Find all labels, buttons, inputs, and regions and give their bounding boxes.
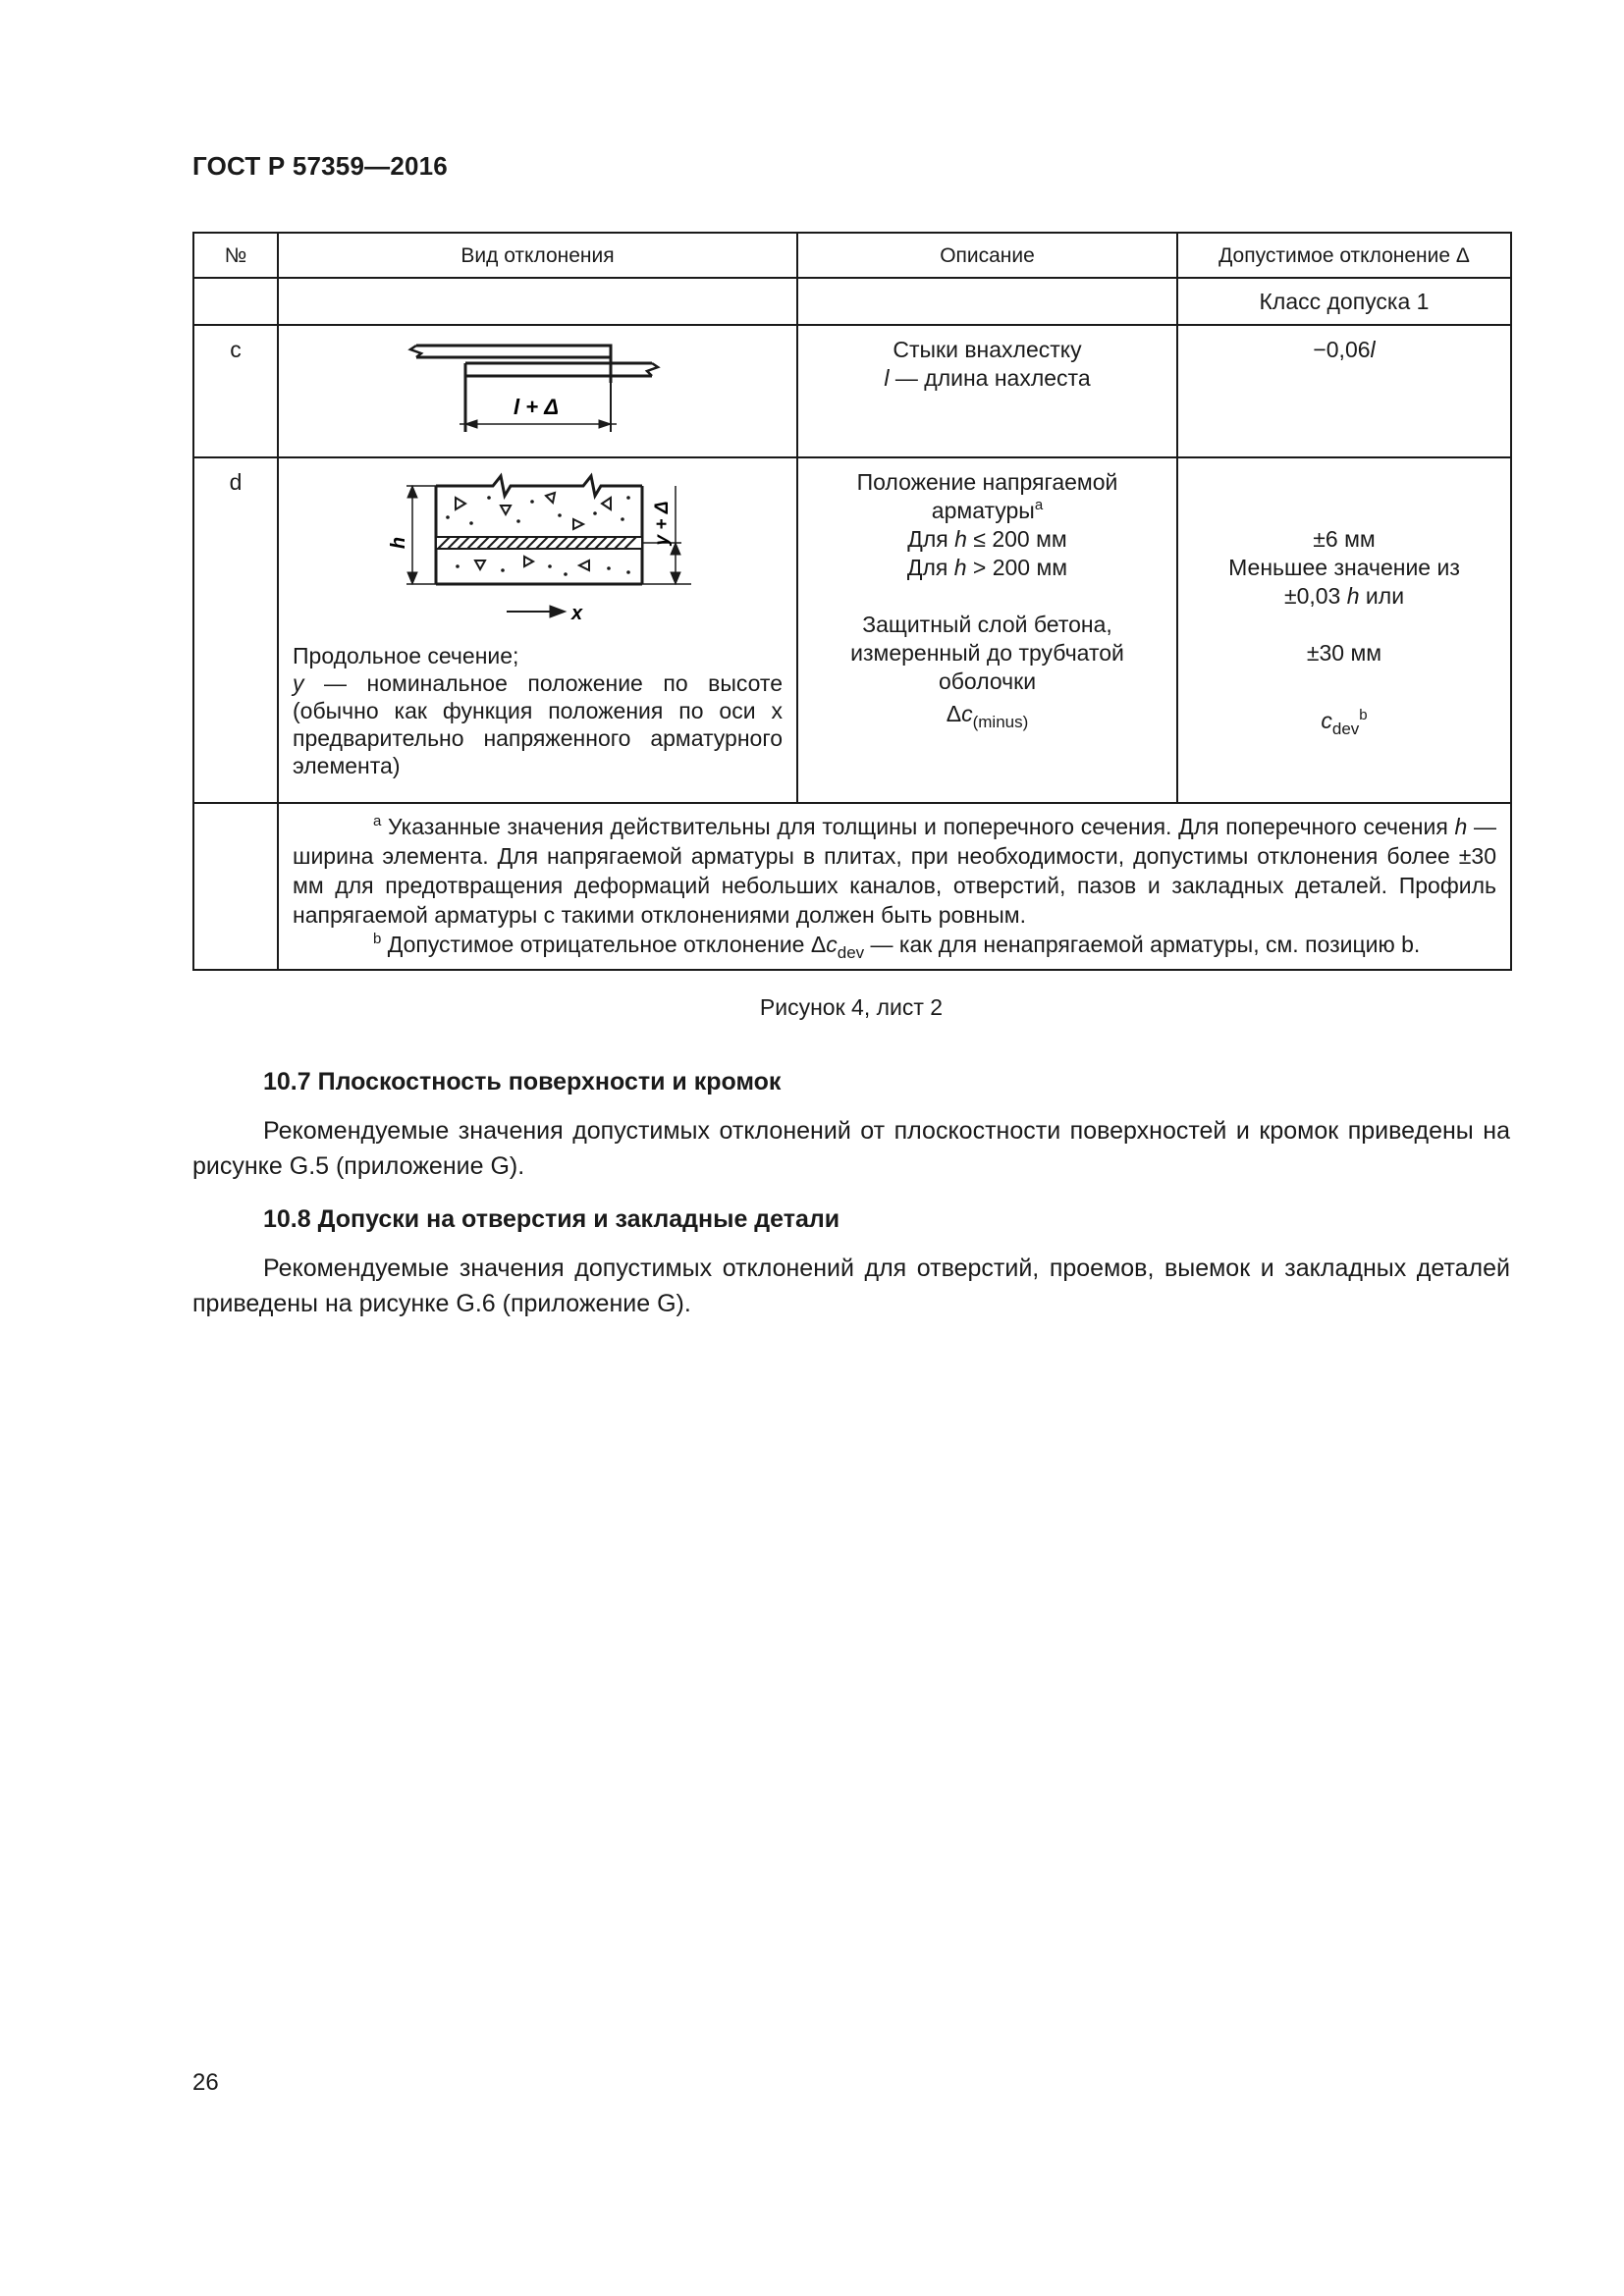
fig-x-label: x [571, 603, 583, 624]
note-b-sub: dev [837, 943, 865, 962]
row-d-tol-1: ±6 мм [1313, 526, 1376, 552]
section-10-7-text: Рекомендуемые значения допустимых отклонений от плоскостности поверхностей и кромок приведены на рисунке G.5 (приложение G). [192, 1117, 1510, 1180]
row-d-tol-5-sup: b [1359, 707, 1368, 723]
row-d-tol-4: ±30 мм [1306, 640, 1382, 666]
note-a-sup: a [373, 813, 382, 829]
row-d-desc-sup-a: a [1034, 497, 1044, 513]
row-d-desc-2-post: ≤ 200 мм [966, 526, 1067, 552]
row-c-description [797, 325, 1177, 457]
header-desc: Описание [797, 233, 1177, 278]
section-10-7-title: 10.7 Плоскостность поверхности и кромок [263, 1068, 782, 1095]
row-d-desc-5-sub: (minus) [972, 713, 1029, 731]
row-d-description [797, 457, 1177, 803]
note-a-text-2: — ширина элемента. Для напрягаемой арматуры в плитах, при необходимости, допустимы отклонения более ±30 мм для предотвращения деформаций небольших каналов, отверстий, пазов и закладных деталей. Профиль напрягаемой арматуры с такими отклонениями должен быть ровным. [293, 814, 1496, 928]
row-d-desc-2-pre: Для [907, 526, 955, 552]
header-tolerance: Допустимое отклонение Δ [1177, 233, 1511, 278]
row-d-desc-5-c: c [961, 701, 973, 726]
tolerance-table [192, 232, 1512, 971]
row-d-desc-3-post: > 200 мм [966, 555, 1068, 580]
section-10-8-title: 10.8 Допуски на отверстия и закладные детали [263, 1205, 840, 1233]
note-a-text-1: Указанные значения действительны для толщины и поперечного сечения. Для поперечного сечения [381, 814, 1455, 839]
row-d-desc-1b: арматуры [931, 498, 1035, 523]
row-d-tol-3-post: или [1359, 583, 1405, 609]
table-notes [278, 803, 1511, 970]
row-c-figure-cell [278, 325, 797, 457]
note-a-h: h [1454, 814, 1468, 839]
note-b-text-2: — как для ненапрягаемой арматуры, см. позицию b. [864, 932, 1421, 957]
row-c-desc-line1: Стыки внахлестку [893, 337, 1082, 362]
note-b-c: c [826, 932, 838, 957]
note-b [293, 930, 1496, 962]
prestressed-section-diagram [279, 458, 794, 635]
class-row [193, 278, 1511, 325]
row-d-tol-3-pre: ±0,03 [1283, 583, 1347, 609]
row-d-desc-2-h: h [954, 526, 967, 552]
row-d-caption-y: y [293, 670, 304, 696]
lap-length-label: l + Δ [514, 395, 559, 419]
header-num: № [193, 233, 278, 278]
header-type: Вид отклонения [278, 233, 797, 278]
row-c-tolerance [1177, 325, 1511, 457]
fig-y-label: y + Δ [652, 501, 673, 546]
row-d-caption-2: — номинальное положение по высоте (обычно как функция положения по оси x предварительно напряженного арматурного элемента) [293, 670, 783, 778]
row-c-tol-value: −0,06 [1313, 337, 1371, 362]
page-number: 26 [192, 2069, 219, 2096]
row-d-tol-5-c: c [1321, 708, 1332, 733]
table-row-c [193, 325, 1511, 457]
row-d-tolerance [1177, 457, 1511, 803]
note-a [293, 812, 1496, 930]
row-d-figure-caption [279, 642, 796, 779]
row-d-tol-2: Меньшее значение из [1228, 555, 1460, 580]
row-d-desc-1a: Положение напрягаемой [856, 469, 1118, 495]
section-10-8-text: Рекомендуемые значения допустимых отклонений для отверстий, проемов, выемок и закладных деталей приведены на рисунке G.6 (приложение G). [192, 1255, 1510, 1317]
notes-row [193, 803, 1511, 970]
row-c-desc-l: l [884, 365, 890, 391]
row-d-desc-4: Защитный слой бетона, измеренный до трубчатой оболочки [850, 612, 1124, 694]
note-b-text-1: Допустимое отрицательное отклонение Δ [381, 932, 827, 957]
row-d-figure-cell [278, 457, 797, 803]
row-d-tol-3-h: h [1346, 583, 1360, 609]
row-c-desc-line2: — длина нахлеста [889, 365, 1091, 391]
row-d-desc-3-h: h [953, 555, 967, 580]
row-d-num: d [193, 457, 278, 803]
row-c-tol-l: l [1370, 337, 1376, 362]
row-d-tol-5-sub: dev [1331, 720, 1360, 738]
table-header-row [193, 233, 1511, 278]
row-c-num: c [193, 325, 278, 457]
lap-joint-diagram [279, 326, 794, 450]
note-b-sup: b [373, 931, 382, 947]
row-d-desc-3-pre: Для [906, 555, 954, 580]
figure-caption: Рисунок 4, лист 2 [759, 994, 944, 1020]
document-header: ГОСТ Р 57359—2016 [192, 151, 448, 181]
row-d-desc-5-delta: Δ [946, 701, 962, 726]
row-d-caption-1: Продольное сечение; [293, 643, 519, 668]
tolerance-class-label: Класс допуска 1 [1177, 278, 1511, 325]
fig-h-label: h [388, 536, 409, 550]
table-row-d [193, 457, 1511, 803]
